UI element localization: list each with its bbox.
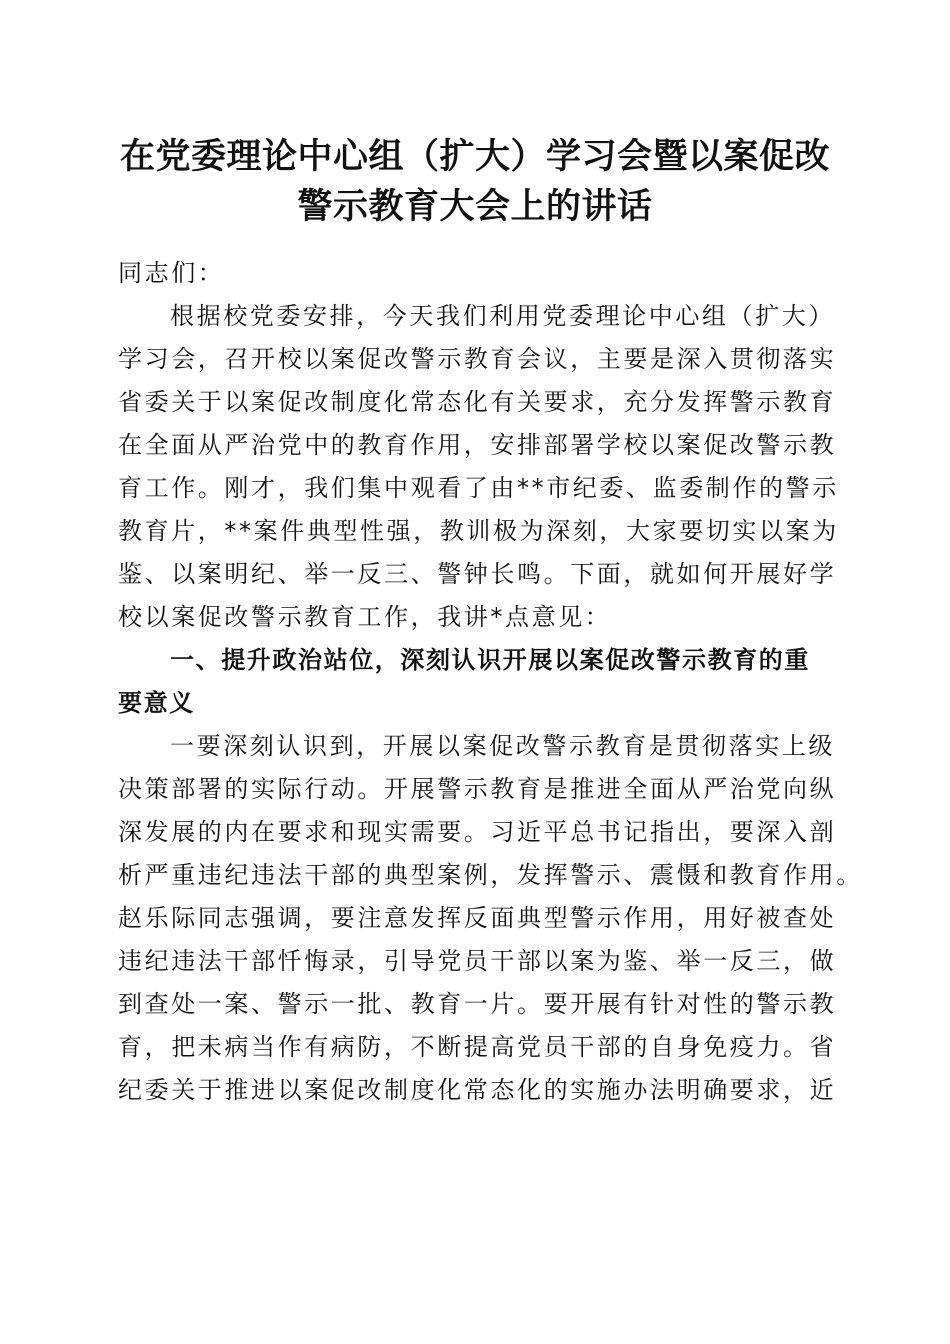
paragraph-line: 根据校党委安排，今天我们利用党委理论中心组（扩大） bbox=[170, 302, 835, 330]
paragraph-line: 育，把未病当作有病防，不断提高党员干部的自身免疫力。省 bbox=[118, 1033, 837, 1061]
paragraph-line: 违纪违法干部忏悔录，引导党员干部以案为鉴、举一反三，做 bbox=[118, 947, 837, 975]
title-line: 在党委理论中心组（扩大）学习会暨以案促改 bbox=[119, 136, 830, 177]
document-title bbox=[100, 132, 850, 232]
paragraph-line: 到查处一案、警示一批、教育一片。要开展有针对性的警示教 bbox=[118, 990, 837, 1018]
section-heading: 要意义 bbox=[118, 689, 195, 717]
paragraph-line: 育工作。刚才，我们集中观看了由**市纪委、监委制作的警示 bbox=[118, 474, 839, 502]
section-heading: 一、提升政治站位，深刻认识开展以案促改警示教育的重 bbox=[170, 646, 810, 674]
paragraph-line: 决策部署的实际行动。开展警示教育是推进全面从严治党向纵 bbox=[118, 775, 837, 803]
salutation: 同志们： bbox=[118, 259, 225, 287]
paragraph-line: 省委关于以案促改制度化常态化有关要求，充分发挥警示教育 bbox=[118, 388, 837, 416]
paragraph-line: 一要深刻认识到，开展以案促改警示教育是贯彻落实上级 bbox=[170, 732, 835, 760]
paragraph-line: 学习会，召开校以案促改警示教育会议，主要是深入贯彻落实 bbox=[118, 345, 837, 373]
paragraph-line: 析严重违纪违法干部的典型案例，发挥警示、震慑和教育作用。 bbox=[118, 861, 863, 889]
paragraph-line: 纪委关于推进以案促改制度化常态化的实施办法明确要求，近 bbox=[118, 1076, 837, 1104]
document-body bbox=[118, 252, 863, 1112]
paragraph-line: 鉴、以案明纪、举一反三、警钟长鸣。下面，就如何开展好学 bbox=[118, 560, 837, 588]
paragraph-line: 在全面从严治党中的教育作用，安排部署学校以案促改警示教 bbox=[118, 431, 837, 459]
paragraph-line: 深发展的内在要求和现实需要。习近平总书记指出，要深入剖 bbox=[118, 818, 837, 846]
title-line: 警示教育大会上的讲话 bbox=[297, 186, 653, 227]
paragraph-line: 教育片，**案件典型性强，教训极为深刻，大家要切实以案为 bbox=[118, 517, 839, 545]
paragraph-line: 赵乐际同志强调，要注意发挥反面典型警示作用，用好被查处 bbox=[118, 904, 837, 932]
paragraph-line: 校以案促改警示教育工作，我讲*点意见： bbox=[118, 603, 612, 631]
